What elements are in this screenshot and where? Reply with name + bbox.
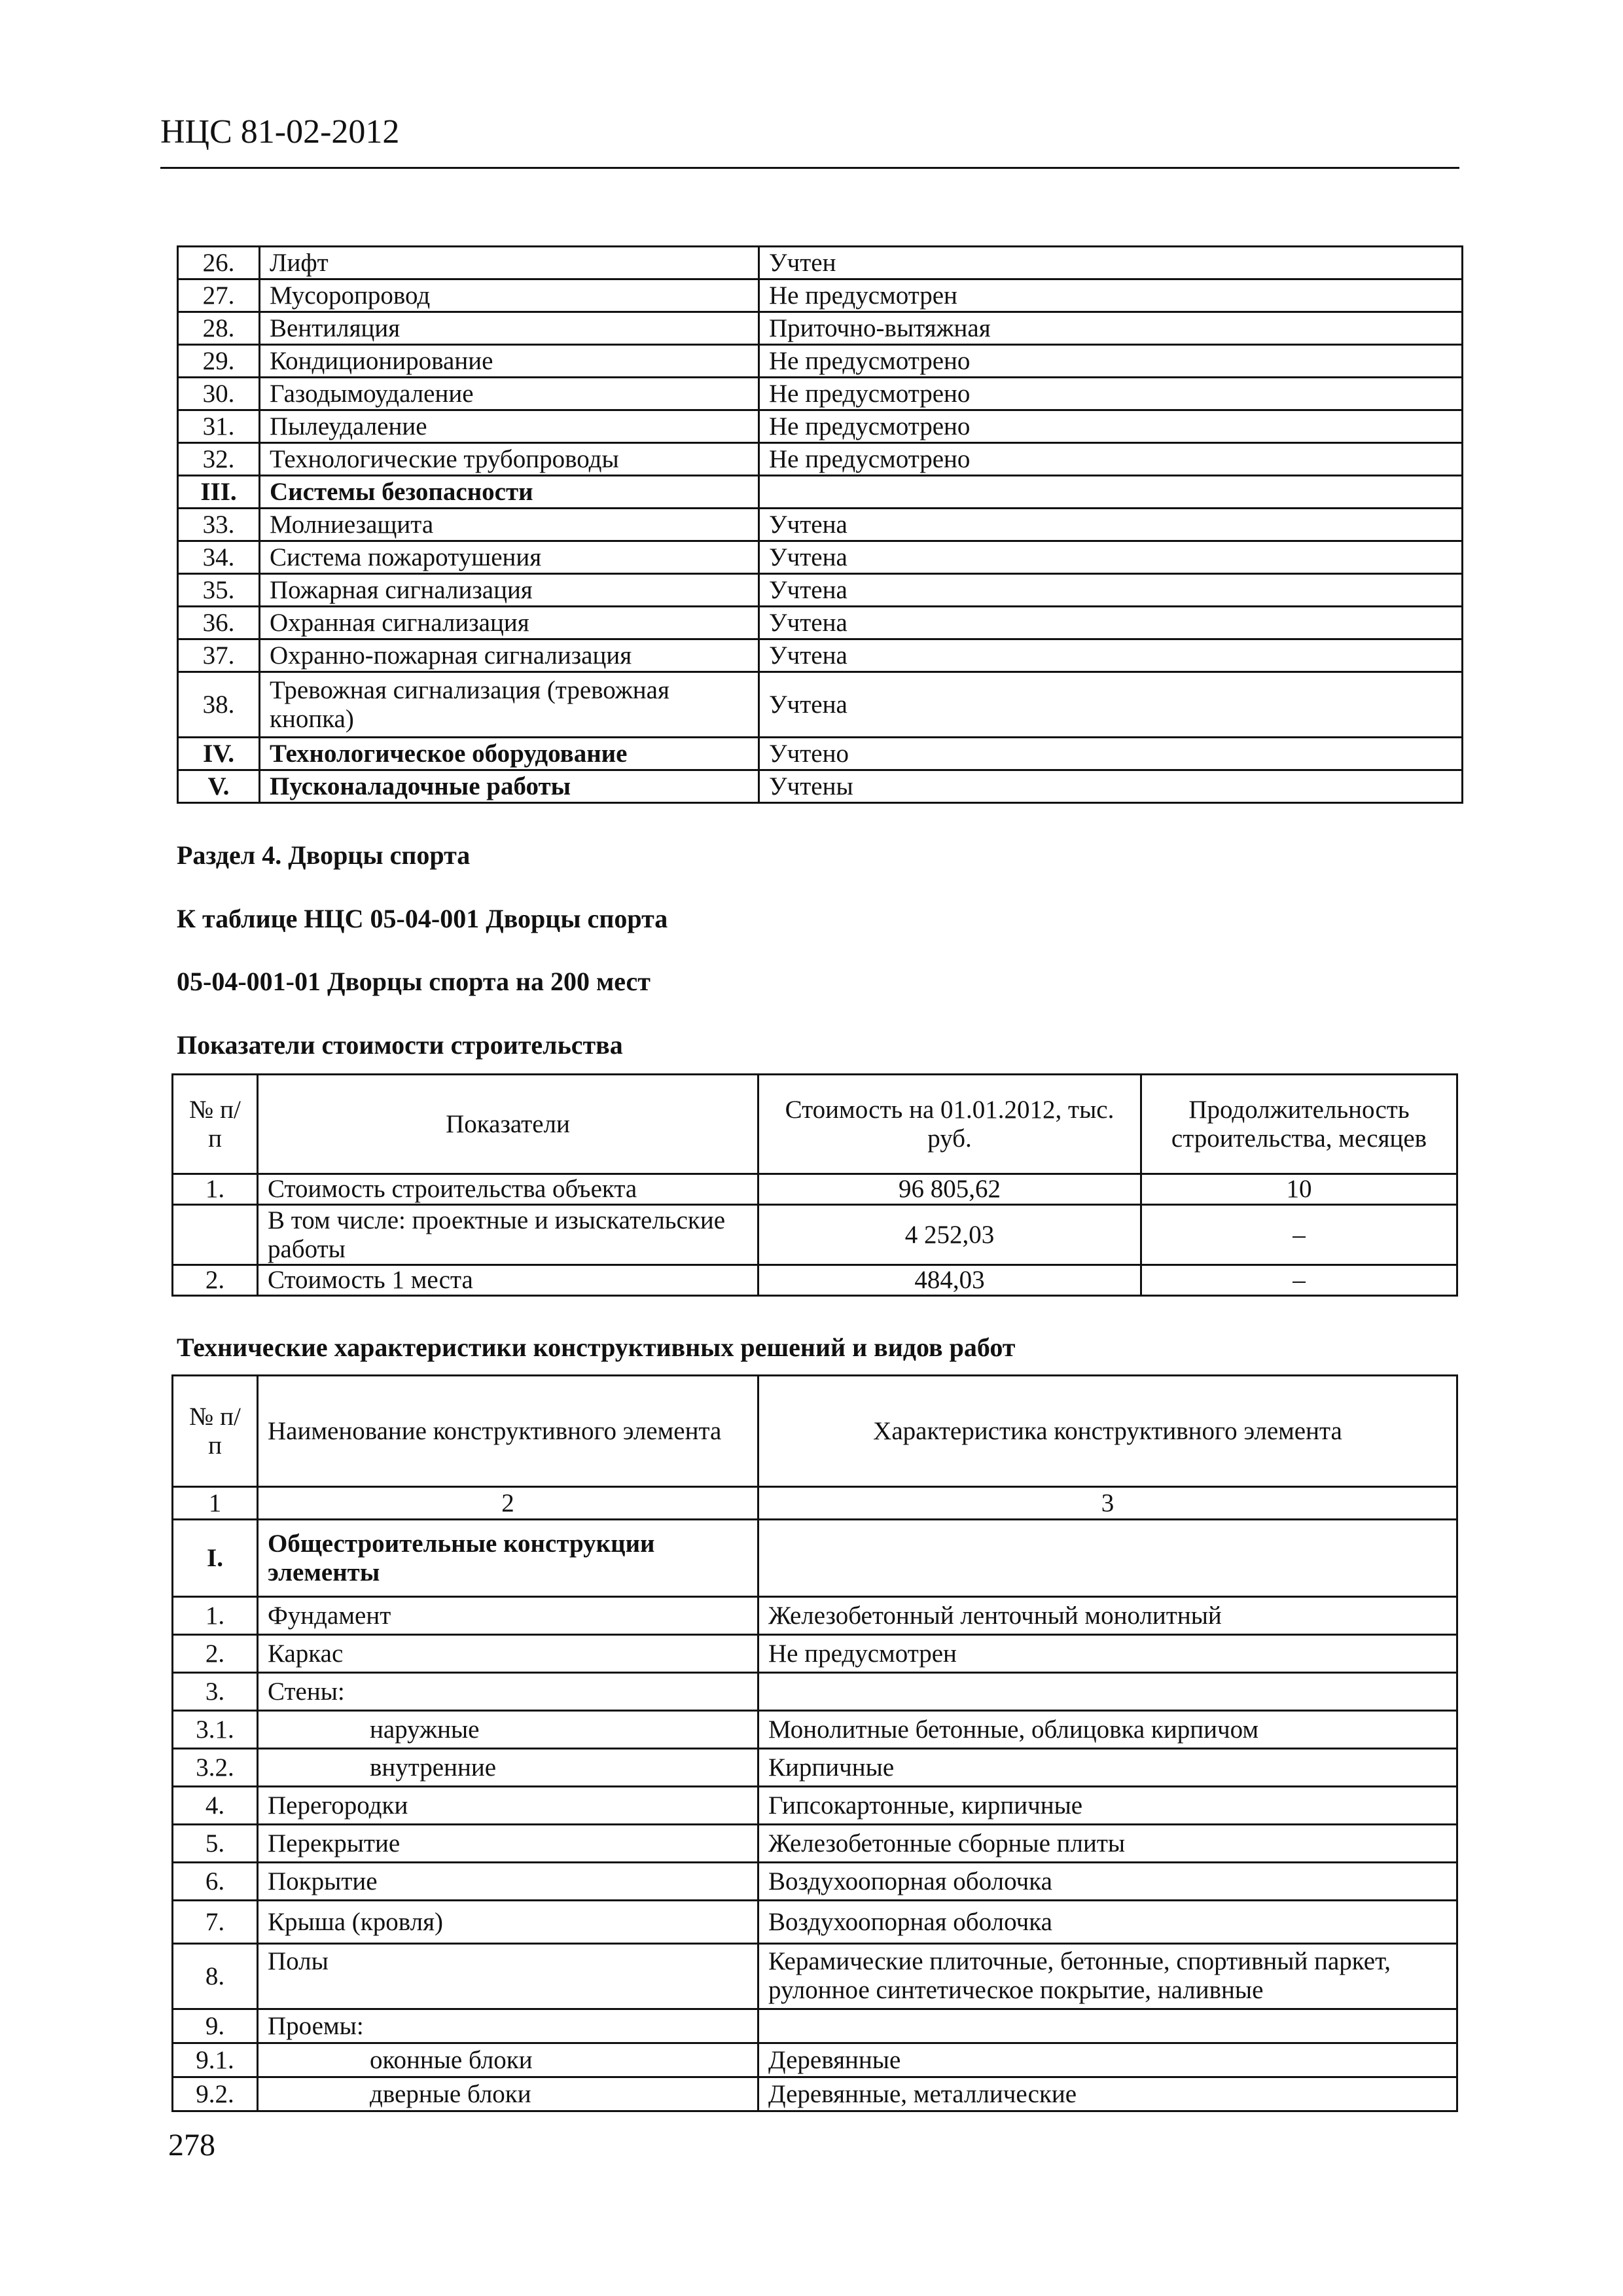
row-name: Система пожаротушения — [260, 541, 759, 574]
row-number: 7. — [173, 1901, 258, 1944]
row-name: Кондиционирование — [260, 345, 759, 378]
row-name: Молниезащита — [260, 509, 759, 541]
row-characteristic: Железобетонный ленточный монолитный — [758, 1597, 1457, 1635]
row-name: Стоимость строительства объекта — [258, 1174, 758, 1205]
table-row — [178, 410, 1463, 443]
table-row — [178, 345, 1463, 378]
row-characteristic: Воздухоопорная оболочка — [758, 1863, 1457, 1901]
table-row — [178, 509, 1463, 541]
row-number: 3.2. — [173, 1749, 258, 1787]
table-row — [178, 607, 1463, 639]
table-row — [173, 1597, 1457, 1635]
row-value: Не предусмотрен — [759, 279, 1463, 312]
row-number: 27. — [178, 279, 260, 312]
table-row — [178, 476, 1463, 509]
table-row — [178, 443, 1463, 476]
table-row — [173, 1787, 1457, 1825]
row-number: 1. — [173, 1597, 258, 1635]
row-number: 35. — [178, 574, 260, 607]
table-row — [173, 1265, 1457, 1296]
row-number: 8. — [173, 1944, 258, 2009]
row-name: Полы — [258, 1944, 758, 2009]
row-name: Фундамент — [258, 1597, 758, 1635]
cost-table-title: Показатели стоимости строительства — [177, 1030, 623, 1060]
row-name: внутренние — [258, 1749, 758, 1787]
row-characteristic — [758, 2009, 1457, 2043]
row-value: Учтены — [759, 770, 1463, 803]
row-number: 26. — [178, 247, 260, 279]
row-number: 9.2. — [173, 2077, 258, 2111]
row-number: V. — [178, 770, 260, 803]
row-number: 34. — [178, 541, 260, 574]
tech-header-name: Наименование конструктивного элемента — [258, 1376, 758, 1487]
row-number: 6. — [173, 1863, 258, 1901]
row-name: Каркас — [258, 1635, 758, 1673]
table-row — [173, 1944, 1457, 2009]
row-characteristic: Монолитные бетонные, облицовка кирпичом — [758, 1711, 1457, 1749]
row-number: 9.1. — [173, 2043, 258, 2077]
row-characteristic: Гипсокартонные, кирпичные — [758, 1787, 1457, 1825]
row-characteristic — [758, 1673, 1457, 1711]
table-row — [178, 639, 1463, 672]
table-row — [173, 1635, 1457, 1673]
row-value: Не предусмотрено — [759, 378, 1463, 410]
row-characteristic: Не предусмотрен — [758, 1635, 1457, 1673]
row-value: Учтена — [759, 607, 1463, 639]
row-number: 37. — [178, 639, 260, 672]
row-number: 9. — [173, 2009, 258, 2043]
table-row — [173, 1205, 1457, 1265]
row-cost: 96 805,62 — [758, 1174, 1141, 1205]
row-value: Учтена — [759, 509, 1463, 541]
cost-header-cost: Стоимость на 01.01.2012, тыс. руб. — [758, 1075, 1141, 1174]
row-name: Тревожная сигнализация (тревожная кнопка) — [260, 672, 759, 738]
row-name: оконные блоки — [258, 2043, 758, 2077]
row-name: Стены: — [258, 1673, 758, 1711]
table-row — [173, 1520, 1457, 1597]
tech-table-header-row — [173, 1376, 1457, 1487]
row-number: III. — [178, 476, 260, 509]
row-number: 33. — [178, 509, 260, 541]
table-row — [173, 2009, 1457, 2043]
row-name: Перекрытие — [258, 1825, 758, 1863]
tech-table-colnum-row — [173, 1487, 1457, 1520]
cost-header-num: № п/п — [173, 1075, 258, 1174]
table-row — [173, 2043, 1457, 2077]
row-cost: 4 252,03 — [758, 1205, 1141, 1265]
row-number: 1. — [173, 1174, 258, 1205]
row-name: Охранно-пожарная сигнализация — [260, 639, 759, 672]
row-name: Лифт — [260, 247, 759, 279]
row-name: Технологическое оборудование — [260, 738, 759, 770]
row-number: 5. — [173, 1825, 258, 1863]
row-characteristic: Воздухоопорная оболочка — [758, 1901, 1457, 1944]
tech-colnum-3: 3 — [758, 1487, 1457, 1520]
table-row — [178, 247, 1463, 279]
row-value: Не предусмотрено — [759, 410, 1463, 443]
row-characteristic: Деревянные, металлические — [758, 2077, 1457, 2111]
row-number: IV. — [178, 738, 260, 770]
row-characteristic: Керамические плиточные, бетонные, спортивный паркет, рулонное синтетическое покрытие, наливные — [758, 1944, 1457, 2009]
cost-header-duration: Продолжительность строительства, месяцев — [1141, 1075, 1457, 1174]
tech-table-body — [173, 1520, 1457, 2111]
row-value: Учтена — [759, 541, 1463, 574]
row-name: Покрытие — [258, 1863, 758, 1901]
systems-table-body — [178, 247, 1463, 803]
row-value: Учтена — [759, 574, 1463, 607]
row-number: 32. — [178, 443, 260, 476]
table-row — [173, 2077, 1457, 2111]
row-number: 38. — [178, 672, 260, 738]
row-name: Вентиляция — [260, 312, 759, 345]
row-value: Учтена — [759, 672, 1463, 738]
row-name: наружные — [258, 1711, 758, 1749]
row-duration: – — [1141, 1265, 1457, 1296]
row-number: 31. — [178, 410, 260, 443]
item-heading: 05-04-001-01 Дворцы спорта на 200 мест — [177, 967, 651, 996]
cost-table-body — [173, 1174, 1457, 1296]
row-number: 3. — [173, 1673, 258, 1711]
running-header: НЦС 81-02-2012 — [160, 113, 400, 151]
row-number: 30. — [178, 378, 260, 410]
page-number: 278 — [168, 2128, 215, 2162]
row-name: Проемы: — [258, 2009, 758, 2043]
row-name: Мусоропровод — [260, 279, 759, 312]
row-characteristic — [758, 1520, 1457, 1597]
row-cost: 484,03 — [758, 1265, 1141, 1296]
table-row — [173, 1901, 1457, 1944]
table-row — [173, 1711, 1457, 1749]
row-value: Не предусмотрено — [759, 443, 1463, 476]
row-name: Пусконаладочные работы — [260, 770, 759, 803]
row-name: Общестроительные конструкции элементы — [258, 1520, 758, 1597]
table-row — [173, 1174, 1457, 1205]
row-name: Технологические трубопроводы — [260, 443, 759, 476]
row-name: Газодымоудаление — [260, 378, 759, 410]
tech-table-title: Технические характеристики конструктивных решений и видов работ — [177, 1333, 1016, 1362]
row-duration: 10 — [1141, 1174, 1457, 1205]
row-number: 2. — [173, 1265, 258, 1296]
row-value: Учтена — [759, 639, 1463, 672]
row-number: I. — [173, 1520, 258, 1597]
tech-header-num: № п/п — [173, 1376, 258, 1487]
table-row — [173, 1673, 1457, 1711]
row-value: Не предусмотрено — [759, 345, 1463, 378]
row-number — [173, 1205, 258, 1265]
table-row — [178, 279, 1463, 312]
cost-header-name: Показатели — [258, 1075, 758, 1174]
row-name: Пожарная сигнализация — [260, 574, 759, 607]
row-name: Пылеудаление — [260, 410, 759, 443]
row-duration: – — [1141, 1205, 1457, 1265]
row-value — [759, 476, 1463, 509]
row-value: Учтено — [759, 738, 1463, 770]
row-number: 4. — [173, 1787, 258, 1825]
row-number: 2. — [173, 1635, 258, 1673]
row-name: Крыша (кровля) — [258, 1901, 758, 1944]
row-name: Охранная сигнализация — [260, 607, 759, 639]
systems-table — [177, 245, 1463, 804]
table-row — [178, 378, 1463, 410]
row-number: 3.1. — [173, 1711, 258, 1749]
tech-header-char: Характеристика конструктивного элемента — [758, 1376, 1457, 1487]
table-row — [173, 1825, 1457, 1863]
row-name: Системы безопасности — [260, 476, 759, 509]
cost-table — [171, 1073, 1458, 1297]
table-ref-heading: К таблице НЦС 05-04-001 Дворцы спорта — [177, 904, 668, 933]
table-row — [173, 1863, 1457, 1901]
row-name: Перегородки — [258, 1787, 758, 1825]
header-rule — [160, 167, 1459, 169]
row-name: Стоимость 1 места — [258, 1265, 758, 1296]
row-characteristic: Железобетонные сборные плиты — [758, 1825, 1457, 1863]
cost-table-header-row — [173, 1075, 1457, 1174]
row-number: 28. — [178, 312, 260, 345]
row-number: 36. — [178, 607, 260, 639]
table-row — [178, 770, 1463, 803]
table-row — [178, 541, 1463, 574]
table-row — [178, 738, 1463, 770]
tech-table — [171, 1374, 1458, 2112]
table-row — [173, 1749, 1457, 1787]
row-characteristic: Деревянные — [758, 2043, 1457, 2077]
row-number: 29. — [178, 345, 260, 378]
table-row — [178, 312, 1463, 345]
section-heading: Раздел 4. Дворцы спорта — [177, 840, 471, 870]
table-row — [178, 672, 1463, 738]
tech-colnum-2: 2 — [258, 1487, 758, 1520]
row-characteristic: Кирпичные — [758, 1749, 1457, 1787]
table-row — [178, 574, 1463, 607]
row-name: дверные блоки — [258, 2077, 758, 2111]
row-name: В том числе: проектные и изыскательские работы — [258, 1205, 758, 1265]
row-value: Приточно-вытяжная — [759, 312, 1463, 345]
row-value: Учтен — [759, 247, 1463, 279]
tech-colnum-1: 1 — [173, 1487, 258, 1520]
